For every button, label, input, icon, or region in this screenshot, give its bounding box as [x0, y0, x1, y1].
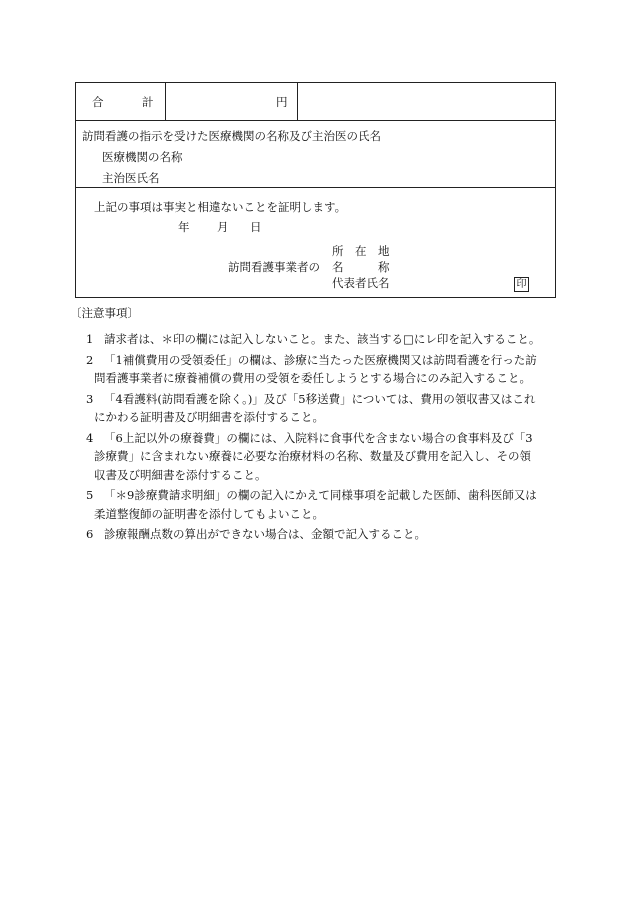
column-divider [297, 83, 298, 120]
certification-table [75, 82, 556, 298]
note-number: 1 [86, 332, 94, 346]
certify-text: 上記の事項は事実と相違ないことを証明します。 [94, 200, 347, 214]
note-line: 「＊9診療費請求明細」の欄の記入にかえて同様事項を記載した医師、歯科医師又は [104, 488, 537, 502]
name-label: 名 称 [332, 260, 390, 274]
note-item [70, 429, 554, 485]
note-item [70, 390, 554, 427]
date-day: 日 [250, 220, 262, 234]
note-line: 「4看護料(訪問看護を除く。)」及び「5移送費」については、費用の領収書又はこれ [104, 391, 536, 406]
row-divider [76, 120, 555, 121]
note-number: 3 [86, 391, 94, 406]
note-line: 問看護事業者に療養補償の費用の受領を委任しようとする場合にのみ記入すること。 [94, 371, 531, 385]
address-label: 所 在 地 [332, 244, 390, 258]
column-divider [165, 83, 166, 120]
note-line: 「1補償費用の受領委任」の欄は、診療に当たった医療機関又は訪問看護を行った訪 [104, 352, 537, 367]
note-item [70, 486, 554, 523]
representative-label: 代表者氏名 [332, 276, 390, 290]
note-item [70, 330, 554, 349]
note-item [70, 525, 554, 544]
facility-name-label: 医療機関の名称 [102, 150, 183, 164]
note-line: 収書及び明細書を添付すること。 [94, 467, 267, 482]
note-number: 2 [86, 352, 94, 367]
note-line: 診療報酬点数の算出ができない場合は、金額で記入すること。 [104, 527, 426, 541]
note-item [70, 351, 554, 388]
note-number: 4 [86, 430, 94, 445]
date-month: 月 [217, 220, 229, 234]
note-line: 柔道整復師の証明書を添付してもよいこと。 [94, 506, 324, 521]
yen-unit: 円 [276, 95, 288, 109]
note-line: にかわる証明書及び明細書を添付すること。 [94, 410, 324, 424]
seal-mark: 印 [514, 277, 529, 292]
row-divider [76, 187, 555, 188]
total-label-char1: 合 [92, 95, 104, 109]
total-label-char2: 計 [142, 95, 154, 109]
note-line: 請求者は、＊印の欄には記入しないこと。また、該当する□にレ印を記入すること。 [104, 332, 541, 346]
notes-title: 〔注意事項〕 [70, 306, 139, 320]
note-line: 診療費」に含まれない療養に必要な治療材料の名称、数量及び費用を記入し、その領 [94, 449, 531, 463]
facility-heading: 訪問看護の指示を受けた医療機関の名称及び主治医の氏名 [82, 129, 381, 143]
provider-label: 訪問看護事業者の [228, 260, 320, 274]
note-number: 6 [86, 527, 94, 541]
note-number: 5 [86, 488, 94, 502]
doctor-name-label: 主治医氏名 [102, 171, 160, 185]
date-year: 年 [178, 220, 190, 234]
note-line: 「6上記以外の療養費」の欄には、入院料に食事代を含まない場合の食事料及び「3 [104, 430, 533, 445]
